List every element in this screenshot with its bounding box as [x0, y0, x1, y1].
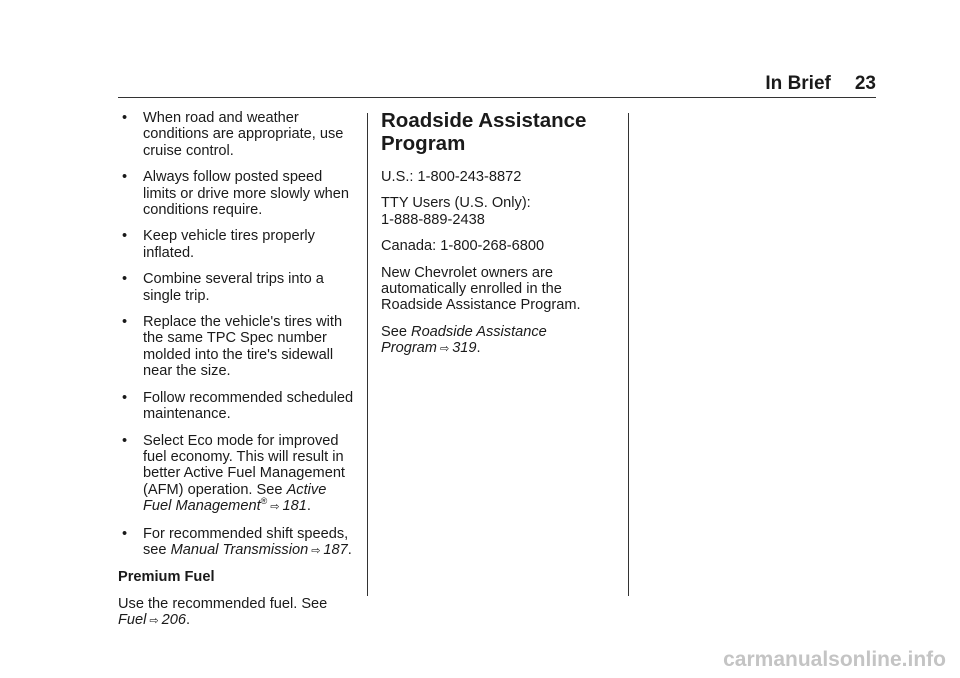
transmission-page-link[interactable]: 187 [323, 541, 348, 558]
fuel-page-link[interactable]: 206 [161, 612, 186, 629]
right-column [381, 110, 611, 368]
roadside-see-ref: See Roadside Assistance Program ⇨ 319. [381, 323, 547, 357]
page-ref-arrow-icon: ⇨ [439, 343, 450, 356]
premium-fuel-text: Use the recommended fuel. See Fuel ⇨ 206. [118, 595, 328, 629]
list-item: • Follow recommended scheduled maintenance. [122, 389, 354, 423]
tips-list [118, 110, 356, 559]
column-divider [628, 113, 629, 596]
list-item: • Keep vehicle tires properly inflated. [122, 228, 315, 261]
roadside-heading: Roadside Assistance Program [381, 109, 587, 155]
list-item: • When road and weather conditions are appropriate, use cruise control. [122, 110, 344, 159]
list-item: • Combine several trips into a single trip. [122, 271, 324, 304]
list-item: • For recommended shift speeds, see Manual Transmission ⇨ 187. [122, 525, 352, 558]
page-ref-arrow-icon: ⇨ [149, 615, 159, 628]
watermark: carmanualsonline.info [723, 648, 946, 671]
page-number: 23 [854, 73, 876, 94]
canada-phone: Canada: 1-800-268-6800 [381, 238, 545, 255]
bullet-icon: • [122, 169, 128, 186]
bullet-icon: • [122, 389, 128, 406]
roadside-link[interactable]: Roadside Assistance Program [381, 323, 547, 357]
bullet-icon: • [122, 271, 128, 288]
list-item: • Always follow posted speed limits or drive more slowly when conditions require. [122, 169, 349, 219]
bullet-icon: • [122, 525, 128, 542]
section-title: In Brief [765, 73, 831, 94]
bullet-icon: • [122, 314, 128, 331]
bullet-icon: • [122, 110, 128, 126]
roadside-page-link[interactable]: 319 [452, 340, 477, 357]
afm-page-link[interactable]: 181 [282, 498, 307, 515]
header-rule [118, 97, 876, 98]
left-column [118, 110, 356, 640]
tty-phone: TTY Users (U.S. Only): 1-888-889-2438 [381, 195, 531, 228]
us-phone: U.S.: 1-800-243-8872 [381, 169, 522, 185]
enrollment-text: New Chevrolet owners are automatically enrolled in the Roadside Assistance Program. [381, 264, 581, 314]
list-item: • Replace the vehicle's tires with the same TPC Spec number molded into the tire's sidewall near the size. [122, 314, 343, 380]
afm-link[interactable]: Active Fuel Management [143, 481, 327, 515]
premium-fuel-heading: Premium Fuel [118, 569, 215, 586]
list-item: • Select Eco mode for improved fuel economy. This will result in better Active Fuel Management (AFM) operation. See Active Fuel Management® ⇨ 181. [122, 432, 345, 515]
page-ref-arrow-icon: ⇨ [270, 501, 280, 514]
fuel-link[interactable]: Fuel [118, 612, 147, 629]
column-divider [367, 113, 368, 596]
bullet-icon: • [122, 432, 128, 449]
page-ref-arrow-icon: ⇨ [311, 544, 321, 557]
page-header [765, 73, 876, 95]
manual-transmission-link[interactable]: Manual Transmission [170, 541, 309, 558]
bullet-icon: • [122, 228, 128, 245]
registered-mark: ® [260, 496, 268, 507]
